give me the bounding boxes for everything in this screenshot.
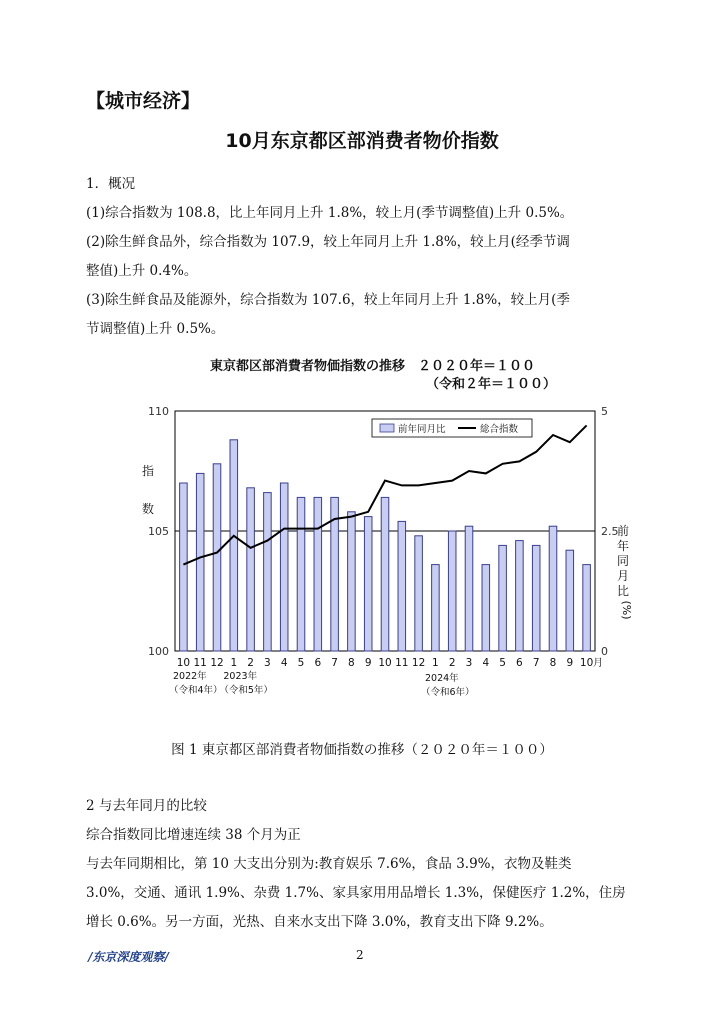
x-tick-label: 2 xyxy=(247,657,254,669)
yoy-bar xyxy=(432,565,440,651)
yoy-bar xyxy=(213,464,221,651)
x-tick-label: 7 xyxy=(331,657,338,669)
yoy-bar xyxy=(264,493,272,651)
comparison-heading: 2 与去年同月的比较 xyxy=(86,798,207,814)
left-tick-label: 105 xyxy=(148,525,169,538)
x-tick-label: 6 xyxy=(516,657,523,669)
comparison-p2a: 与去年同期相比，第 10 大支出分别为:教育娱乐 7.6%，食品 3.9%，衣物及鞋类 xyxy=(86,856,572,872)
yoy-bar xyxy=(230,440,238,651)
x-tick-label: 4 xyxy=(482,657,490,669)
x-tick-label: 2 xyxy=(448,657,456,669)
left-axis-label: 指 xyxy=(142,464,155,478)
footer-source: /东京深度观察/ xyxy=(88,950,169,964)
yoy-bar xyxy=(314,497,322,651)
section-tag: 【城市经济】 xyxy=(86,90,201,112)
left-tick-label: 100 xyxy=(148,645,169,658)
x-tick-label: 12 xyxy=(411,657,426,669)
figure-caption: 图 1 東京都区部消費者物価指数の推移（２０２０年＝１００） xyxy=(171,742,553,758)
yoy-bar xyxy=(499,545,507,651)
x-tick-label: 8 xyxy=(549,657,557,669)
x-tick-label: 1 xyxy=(432,657,439,669)
x-tick-label: 12 xyxy=(210,657,224,669)
year-sub-label: （令和5年） xyxy=(219,685,273,696)
overview-p3a: (3)除生鲜食品及能源外，综合指数为 107.6，较上年同月上升 1.8%，较上月(季 xyxy=(86,292,570,308)
right-axis-label: 同 xyxy=(616,554,630,568)
comparison-p2b: 3.0%，交通、通讯 1.9%、杂费 1.7%、家具家用用品增长 1.3%，保健医疗 1.2%，住房 xyxy=(86,885,626,901)
x-tick-label: 4 xyxy=(280,657,288,669)
comparison-p1: 综合指数同比增速连续 38 个月为正 xyxy=(86,827,301,843)
year-label: 2023年 xyxy=(223,671,258,682)
x-unit-label: 月 xyxy=(593,658,603,669)
right-tick-label: 5 xyxy=(601,405,608,418)
yoy-bar xyxy=(297,497,305,651)
year-label: 2022年 xyxy=(173,671,207,682)
x-tick-label: 5 xyxy=(297,657,305,669)
yoy-bar xyxy=(516,541,524,651)
yoy-bar xyxy=(465,526,473,651)
legend-bar-label: 前年同月比 xyxy=(398,424,446,435)
yoy-bar xyxy=(364,517,372,651)
x-tick-label: 3 xyxy=(465,657,473,669)
overview-p3b: 节调整值)上升 0.5%。 xyxy=(86,321,225,337)
x-tick-label: 10 xyxy=(176,657,191,669)
yoy-bar xyxy=(348,512,356,651)
yoy-bar xyxy=(448,531,456,651)
legend-line-label: 総合指数 xyxy=(480,424,519,435)
overview-heading: 1．概况 xyxy=(86,176,136,192)
x-tick-label: 9 xyxy=(566,657,574,669)
x-tick-label: 7 xyxy=(532,657,540,669)
yoy-bar xyxy=(247,488,255,651)
yoy-bar xyxy=(415,536,423,651)
left-tick-label: 110 xyxy=(148,405,169,418)
overview-p1: (1)综合指数为 108.8，比上年同月上升 1.8%，较上月(季节调整值)上升 0.5%。 xyxy=(86,205,574,221)
x-tick-label: 10 xyxy=(579,657,594,669)
overview-p2b: 整值)上升 0.4%。 xyxy=(86,263,198,279)
x-tick-label: 11 xyxy=(395,657,409,669)
comparison-p2c: 增长 0.6%。另一方面，光热、自来水支出下降 3.0%，教育支出下降 9.2%。 xyxy=(86,914,553,930)
right-tick-label: 0 xyxy=(601,645,608,658)
right-axis-unit: (%) xyxy=(620,600,633,620)
yoy-bar xyxy=(583,565,591,651)
yoy-bar xyxy=(280,483,288,651)
page-number: 2 xyxy=(356,948,364,962)
year-label: 2024年 xyxy=(425,673,459,684)
x-tick-label: 6 xyxy=(314,657,322,669)
yoy-bar xyxy=(196,473,204,651)
x-tick-label: 10 xyxy=(378,657,392,669)
right-axis-label: 年 xyxy=(616,539,630,553)
right-axis-label: 月 xyxy=(616,569,630,583)
left-axis-label: 数 xyxy=(142,502,155,516)
year-sub-label: （令和4年） xyxy=(169,685,223,696)
x-tick-label: 9 xyxy=(364,657,372,669)
yoy-bar xyxy=(482,565,490,651)
x-tick-label: 11 xyxy=(193,657,207,669)
yoy-bar xyxy=(398,521,406,651)
x-tick-label: 3 xyxy=(264,657,271,669)
right-tick-label: 2.5 xyxy=(601,525,619,538)
cpi-chart xyxy=(140,395,640,715)
page-title: 10月东京都区部消费者物价指数 xyxy=(225,130,499,152)
chart-subtitle: （令和２年＝１００） xyxy=(426,377,557,392)
yoy-bar xyxy=(381,497,389,651)
chart-title: 東京都区部消費者物価指数の推移 ２０２０年＝１００ xyxy=(210,359,536,374)
yoy-bar xyxy=(532,545,540,651)
yoy-bar xyxy=(180,483,188,651)
x-tick-label: 1 xyxy=(230,657,238,669)
right-axis-label: 比 xyxy=(616,584,630,598)
yoy-bar xyxy=(566,550,574,651)
x-tick-label: 5 xyxy=(499,657,506,669)
right-axis-label: 前 xyxy=(616,524,630,538)
year-sub-label: （令和6年） xyxy=(421,687,475,698)
yoy-bar xyxy=(549,526,557,651)
overview-p2a: (2)除生鲜食品外，综合指数为 107.9，较上年同月上升 1.8%，较上月(经季节调 xyxy=(86,234,570,250)
legend-bar-swatch xyxy=(380,424,394,432)
x-tick-label: 8 xyxy=(348,657,355,669)
